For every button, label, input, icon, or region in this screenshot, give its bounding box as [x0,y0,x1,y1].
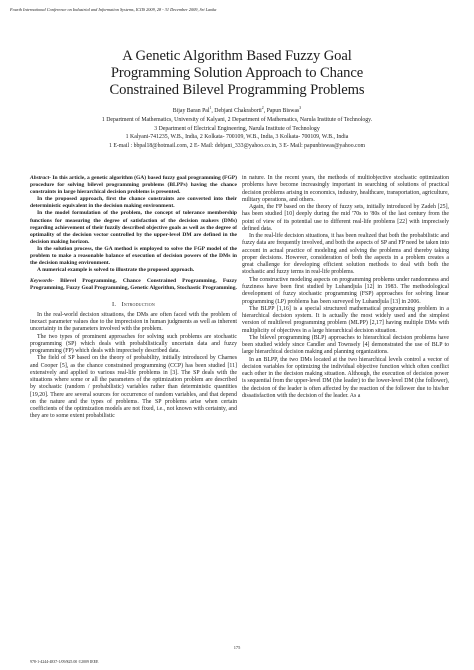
keywords: Keywords- Bilevel Programming, Chance Constrained Programming, Fuzzy Programming, Fuzzy Goal Programming, Genetic Algorithm, Stochastic Programming. [30,278,237,292]
body-paragraph: In an BLPP, the two DMs located at the two hierarchical levels control a vector of decision variables for optimizing the individual objective function which often conflict each other in the decision making situation. Although, the execution of decision power is sequential from the upper-level DM (the leader) to the lower-level DM (the follower), the decision of the leader is often affected by the reaction of the follower due to his/her dissatisfaction with the decision of the leader. As a [242,356,449,399]
body-paragraph: in nature. In the recent years, the methods of multiobjective stochastic optimization problems have become increasingly important in searching of solutions of practical decision problems arising in economics, industry, healthcare, transportation, agriculture, military operations, and others. [242,175,449,203]
body-paragraph: The field of SP based on the theory of probability, initially introduced by Charnes and Cooper [5], as the chance constrained programming (CCP) has been studied [11] extensively and applied to various real-life problems in [3]. The SP deals with the situations where some or all the parameters of the optimization problem are described by stochastic (random / probabilistic) variables rather than deterministic quantities [19,20]. There are several sources for occurrence of random variables, and that depend on the nature and the types of problems. The SP problems arise when certain coefficients of the optimization models are not fixed, i.e., not known with certainty, and they are to some extent probabilistic [30,355,237,420]
title-line: A Genetic Algorithm Based Fuzzy Goal [122,48,352,64]
section-heading: I. Introduction [112,300,155,308]
left-column [30,175,237,421]
body-paragraph: In the real-life decision situations, it has been realized that both the probabilistic and fuzzy data are frequently involved, and both the aspects of SP and FP need be taken into account in actual practice of modeling and solving the problems and thereby taking proper decisions. However, consideration of both the aspects in a problem creates a great challenge for developing efficient solution methods to deal with both the stochastic and fuzzy terms in real-life problems. [242,233,449,276]
abstract-label: Abstract- [30,175,51,181]
introduction-text [30,312,237,421]
affiliation-2: 3 Department of Electrical Engineering, Narula Institute of Technology [154,125,320,132]
page-number: 175 [233,645,241,650]
author-1: Bijay Baran Pal [172,108,210,114]
copyright-footer: 978-1-4244-4837-1/09/$25.00 ©2009 IEEE [30,660,99,664]
right-column [242,175,449,400]
body-paragraph: In the real-world decision situations, the DMs are often faced with the problem of inexact parameter values due to the imprecision in human judgments as well as inherent uncertainty in the parameters involved with the problem. [30,311,237,333]
abstract-paragraph: Abstract- In this article, a genetic algorithm (GA) based fuzzy goal programming (FGP) procedure for solving bilevel programming problems (BLPPs) having the chance constraints in large hierarchical decision problems is presented. [30,175,237,196]
body-paragraph: Again, the FP based on the theory of fuzzy sets, initially introduced by Zadeh [25], has been studied [10] deeply during the mid '70s to '80s of the last century from the point of view of its potential use to different real-life problems [22] with imprecisely defined data. [242,204,449,232]
body-paragraph: The BLPP [1,16] is a special structured mathematical programming problem in a hierarchical decision system. It is actually the most widely used and the simplest version of multilevel programming problem (MLPP) [2,17] having multiple DMs with multiplicity of objectives in a large hierarchical decision situation. [242,305,449,334]
abstract-paragraph: A numerical example is solved to illustrate the proposed approach. [37,267,195,274]
title-line: Constrained Bilevel Programming Problems [109,82,365,99]
abstract-paragraph: In the model formulation of the problem, the concept of tolerance membership functions for measuring the degree of satisfaction of the decision makers (DMs) regarding achievement of their fuzzily described objective goals as well as the degree of optimality of the decision vector controlled by the upper-level DM are defined in the decision making horizon. [30,210,237,245]
body-paragraph: The constructive modeling aspects on programming problems under randomness and fuzziness have been first studied by Luhandjula [12] in 1983. The methodological development of fuzzy stochastic programming (FSP) approaches for solving linear programming (LP) problems has been surveyed by Luhandjula [13] in 2006. [242,276,449,305]
affiliation-3: 1 Kalyani-741235, W.B., India, 2 Kolkata- 700109, W.B., India, 3 Kolkata- 700109, W.B., India [125,134,349,141]
author-emails: 1 E-mail : bbpal18@hotmail.com, 2 E- Mail: debjani_333@yahoo.co.in, 3 E- Mail: papunbiswas@yahoo.com [108,143,366,150]
author-2: , Debjani Chakraborti [211,108,262,114]
keywords-label: Keywords- [30,278,55,285]
author-names: Bijay Baran Pal$^1$, Debjani Chakraborti$^2$, Papun Biswas$^3$ [172,106,302,114]
body-paragraph: The two types of prominent approaches for solving such problems are stochastic programming (SP) which deals with probabilistically uncertain data and fuzzy programming (FP) which deals with imprecisely described data. [30,333,237,355]
abstract [30,175,237,274]
abstract-paragraph: In the proposed approach, first the chance constraints are converted into their deterministic equivalent in the decision making environment. [30,196,237,210]
author-block [20,107,454,151]
affiliation-1: 1 Department of Mathematics, University of Kalyani, 2 Department of Mathematics, Narula Institute of Technology. [101,116,373,123]
conference-header: Fourth International Conference on Industrial and Information Systems, ICIIS 2009, 28 - 31 December 2009, Sri Lanka [10,7,217,12]
body-paragraph: The bilevel programming (BLP) approaches to hierarchical decision problems have been studied widely since Candler and Townsely [4] demonstrated the use of BLP to large hierarchical decision making and planning organizations. [242,334,449,356]
title-line: Programming Solution Approach to Chance [110,65,364,82]
author-3: , Papun Biswas [263,108,300,114]
abstract-paragraph: In the solution process, the GA method is employed to solve the FGP model of the problem to make a reasonable balance of execution of decision powers of the DMs in the decision making environment. [30,245,237,267]
paper-title [20,48,454,100]
